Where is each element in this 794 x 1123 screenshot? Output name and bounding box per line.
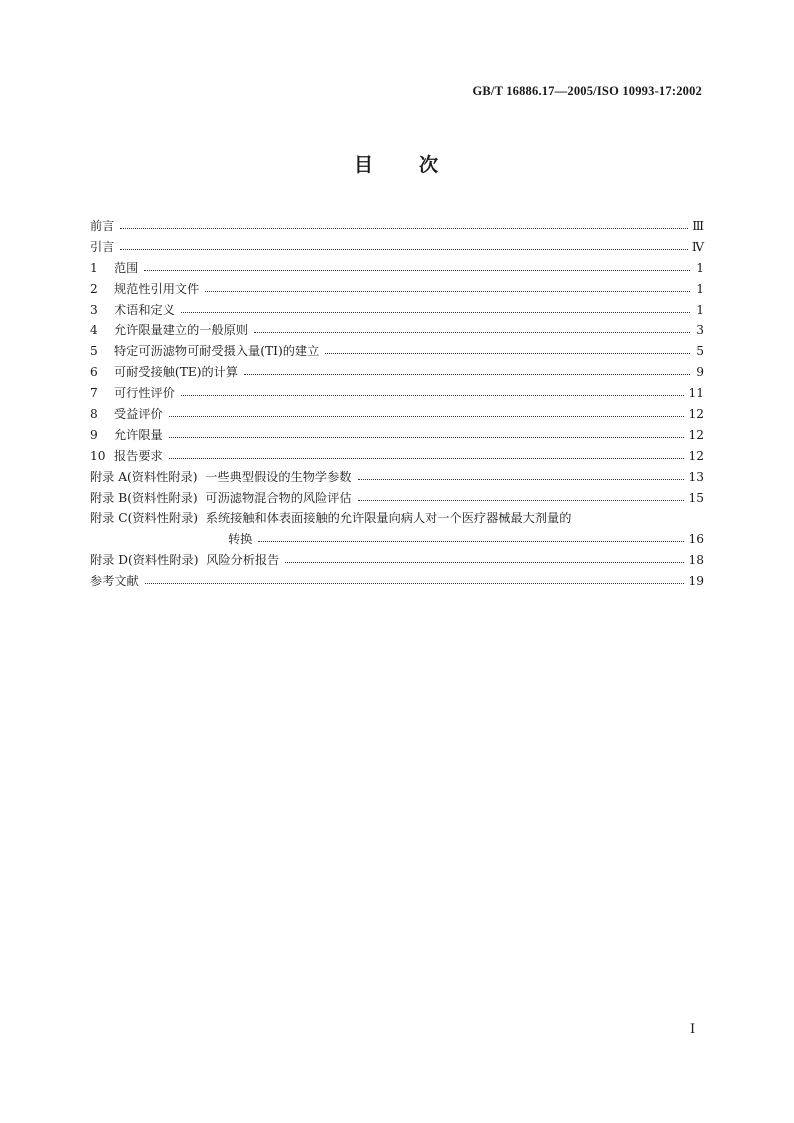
toc-entry-page: 1 [696,281,704,296]
toc-entry-text: 可行性评价 [114,386,175,401]
dot-leader [244,364,690,376]
page-title [0,150,794,177]
toc-entry[interactable] [90,551,704,572]
toc-entry-page: 12 [688,448,704,463]
toc-entry-page: 1 [696,302,704,317]
toc-entry-page: 1 [696,260,704,275]
toc-entry-text: 允许限量 [114,427,163,442]
toc-entry[interactable] [90,321,704,342]
toc-entry-text: 受益评价 [114,407,163,422]
toc-entry-page: 12 [688,427,704,442]
toc-entry-number: 5 [90,344,98,359]
toc-entry[interactable] [90,426,704,447]
toc-entry-text: 范围 [114,260,139,275]
toc-entry-label [228,530,258,547]
dot-leader [169,427,685,439]
toc-entry[interactable] [90,530,704,551]
page-number: I [690,1022,696,1037]
dot-leader [358,469,685,481]
toc-entry-text: 引言 [90,239,115,254]
toc-entry-page: 11 [688,386,704,401]
dot-leader [120,239,687,251]
title-part-2: 次 [419,154,441,176]
toc-entry[interactable] [90,384,704,405]
toc-entry-page: 12 [688,407,704,422]
toc-entry-page: Ⅲ [692,219,704,233]
toc-entry-label [90,363,244,380]
toc-entry-label [90,259,144,276]
toc-entry-label [90,572,145,589]
toc-entry-number: 7 [90,386,98,401]
toc-entry-text: 规范性引用文件 [114,281,200,296]
toc-entry[interactable] [90,238,704,259]
toc-entry-text: 可耐受接触(TE)的计算 [114,365,239,380]
toc-entry[interactable] [90,259,704,280]
toc-entry-page: 13 [688,469,704,484]
toc-entry-label [90,238,120,255]
dot-leader [181,385,685,397]
dot-leader [169,406,685,418]
toc-entry-text: 允许限量建立的一般原则 [114,323,249,338]
dot-leader [145,573,685,585]
toc-entry-page: Ⅳ [691,239,704,254]
toc-entry-label [90,489,358,506]
toc-entry-number: 1 [90,260,98,275]
toc-entry-number: 2 [90,281,98,296]
toc-entry-page: 18 [688,553,704,568]
toc-entry-text: 附录 A(资料性附录) 一些典型假设的生物学参数 [90,469,352,484]
toc-entry-text: 附录 B(资料性附录) 可沥滤物混合物的风险评估 [90,490,352,505]
toc-entry-number: 4 [90,323,98,338]
toc-entry-number: 10 [90,448,106,463]
toc-entry-text: 转换 [228,532,253,547]
dot-leader [325,343,690,355]
toc-entry-page: 3 [696,323,704,338]
toc-entry-label [90,426,169,443]
toc-entry[interactable] [90,509,704,530]
toc-entry[interactable] [90,447,704,468]
title-part-1: 目 [353,154,375,176]
toc-entry-text: 前言 [90,219,115,233]
toc-entry-number: 9 [90,427,98,442]
toc-entry-label [90,468,358,485]
toc-entry-text: 参考文献 [90,574,139,589]
toc-entry-label [90,217,120,234]
toc-entry[interactable] [90,280,704,301]
toc-entry-page: 19 [688,574,704,589]
toc-entry-label [90,551,285,568]
toc-entry[interactable] [90,301,704,322]
toc-entry-text: 报告要求 [114,448,163,463]
toc-entry-label [90,509,577,526]
toc-entry-label [90,447,169,464]
toc-entry-page: 15 [688,490,704,505]
toc-entry-label [90,321,254,338]
toc-entry-label [90,384,181,401]
toc-entry[interactable] [90,489,704,510]
toc-entry-label [90,301,181,318]
toc-entry-label [90,405,169,422]
dot-leader [144,260,690,272]
toc-entry-label [90,280,205,297]
toc-entry[interactable] [90,572,704,593]
toc-entry-text: 附录 D(资料性附录) 风险分析报告 [90,553,280,568]
dot-leader [120,218,688,230]
dot-leader [258,531,684,543]
dot-leader [358,490,685,502]
toc-entry[interactable] [90,342,704,363]
dot-leader [205,281,690,293]
toc-entry-text: 术语和定义 [114,302,175,317]
toc-entry[interactable] [90,363,704,384]
dot-leader [254,322,690,334]
toc-entry-label [90,342,325,359]
toc-entry[interactable] [90,468,704,489]
dot-leader [181,302,690,314]
toc-entry-text: 附录 C(资料性附录) 系统接触和体表面接触的允许限量向病人对一个医疗器械最大剂量的 [90,511,572,526]
toc-entry-page: 9 [696,365,704,380]
toc-entry-text: 特定可沥滤物可耐受摄入量(TI)的建立 [114,344,320,359]
toc-entry-page: 5 [696,344,704,359]
table-of-contents [90,217,704,593]
toc-entry-page: 16 [688,532,704,547]
toc-entry-number: 3 [90,302,98,317]
dot-leader [169,448,685,460]
toc-entry[interactable] [90,217,704,238]
toc-entry[interactable] [90,405,704,426]
toc-entry-number: 8 [90,407,98,422]
toc-entry-number: 6 [90,365,98,380]
standard-code: GB/T 16886.17—2005/ISO 10993-17:2002 [472,84,702,98]
dot-leader [285,552,684,564]
